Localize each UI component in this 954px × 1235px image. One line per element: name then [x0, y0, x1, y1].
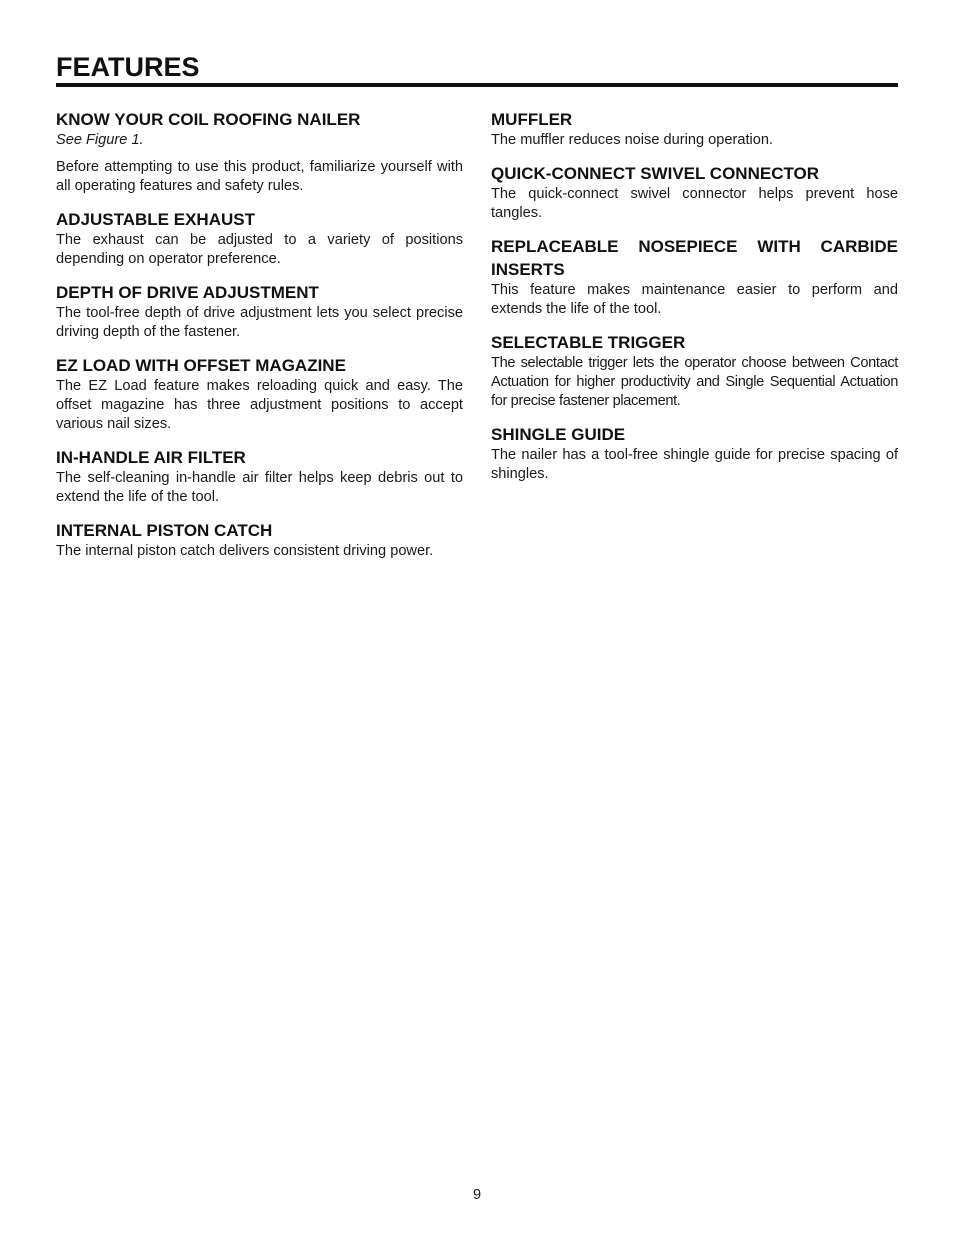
right-column — [491, 108, 898, 496]
section-heading: ADJUSTABLE EXHAUST — [56, 210, 255, 229]
section-adjustable-exhaust — [56, 208, 463, 269]
section-piston-catch — [56, 519, 463, 561]
section-muffler — [491, 108, 898, 150]
section-body: The self-cleaning in-handle air filter helps keep debris out to extend the life of the tool. — [56, 470, 463, 505]
section-heading: IN-HANDLE AIR FILTER — [56, 448, 246, 467]
section-body: The quick-connect swivel connector helps prevent hose tangles. — [491, 186, 898, 221]
page-title: FEATURES — [56, 52, 200, 82]
section-body: The tool-free depth of drive adjustment lets you select precise driving depth of the fastener. — [56, 305, 463, 340]
left-column — [56, 108, 463, 573]
section-body: This feature makes maintenance easier to perform and extends the life of the tool. — [491, 282, 898, 317]
section-heading: SELECTABLE TRIGGER — [491, 333, 686, 352]
section-nosepiece — [491, 235, 898, 319]
section-depth-of-drive — [56, 281, 463, 342]
section-ez-load — [56, 354, 463, 434]
section-heading: REPLACEABLE NOSEPIECE WITH CARBIDE INSERTS — [491, 237, 898, 279]
section-heading: QUICK-CONNECT SWIVEL CONNECTOR — [491, 164, 820, 183]
section-heading: INTERNAL PISTON CATCH — [56, 521, 273, 540]
page-number: 9 — [472, 1187, 482, 1203]
section-body: The EZ Load feature makes reloading quick and easy. The offset magazine has three adjustment positions to accept various nail sizes. — [56, 378, 463, 432]
section-know-your-nailer — [56, 108, 463, 196]
section-body: The internal piston catch delivers consistent driving power. — [56, 543, 434, 559]
figure-reference: See Figure 1. — [56, 132, 144, 148]
title-rule — [56, 83, 898, 87]
section-heading: MUFFLER — [491, 110, 573, 129]
section-swivel-connector — [491, 162, 898, 223]
section-heading: EZ LOAD WITH OFFSET MAGAZINE — [56, 356, 346, 375]
section-heading: KNOW YOUR COIL ROOFING NAILER — [56, 110, 361, 129]
section-air-filter — [56, 446, 463, 507]
section-body: Before attempting to use this product, familiarize yourself with all operating features and safety rules. — [56, 159, 463, 194]
section-heading: DEPTH OF DRIVE ADJUSTMENT — [56, 283, 319, 302]
section-selectable-trigger — [491, 331, 898, 411]
section-heading: SHINGLE GUIDE — [491, 425, 626, 444]
section-shingle-guide — [491, 423, 898, 484]
section-body: The nailer has a tool-free shingle guide for precise spacing of shingles. — [491, 447, 898, 482]
section-body: The selectable trigger lets the operator choose between Contact Actuation for higher productivity and Single Sequential Actuation for precise fastener placement. — [491, 355, 898, 409]
section-body: The exhaust can be adjusted to a variety of positions depending on operator preference. — [56, 232, 463, 267]
section-body: The muffler reduces noise during operation. — [491, 132, 774, 148]
